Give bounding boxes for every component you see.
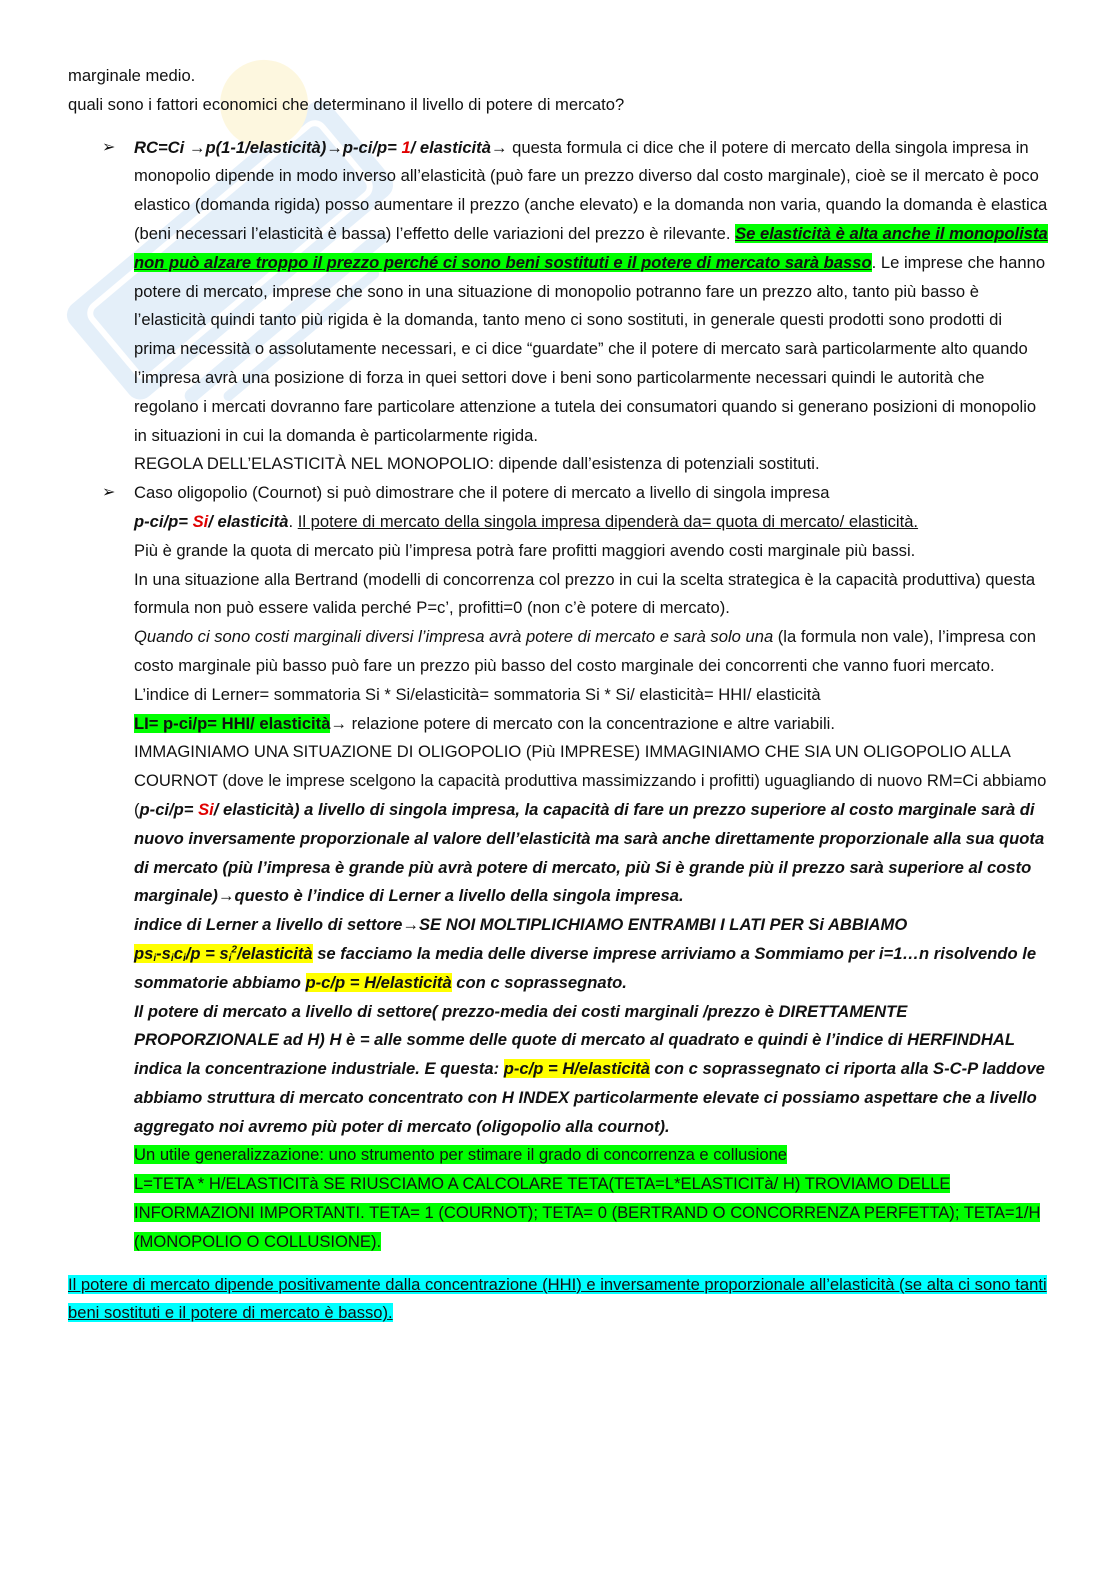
formula-elasticita: / elasticità: [410, 137, 491, 157]
formula-si: Si: [192, 511, 209, 531]
settore-caps: SE NOI MOLTIPLICHIAMO ENTRAMBI I LATI PER Si ABBIAMO: [418, 915, 908, 935]
settore-para-text: Il potere di mercato a livello di settore( prezzo-media dei costi marginali /prezzo è DIRETTAMENTE PROPORZIONALE ad H) H è = alle somme delle quote di mercato al quadrato e quindi è l’indice di HERFINDHAL indica la concentrazione industriale. E questa:: [134, 1001, 1015, 1079]
teta-block: [134, 1141, 1048, 1256]
costi-plain: (la formula non vale), l’impresa con costo marginale più basso può fare un prezzo più basso del costo marginale dei concorrenti che vanno fuori mercato.: [134, 627, 1037, 675]
bullet-monopolio: [68, 134, 1048, 480]
formula-sep: .: [288, 511, 298, 531]
oligo-bold-text-2: questo è l’indice di Lerner a livello della singola impresa.: [234, 886, 684, 906]
teta-text: L=TETA * H/ELASTICITà SE RIUSCIAMO A CALCOLARE TETA(TETA=L*ELASTICITà/ H) TROVIAMO DELLE INFORMAZIONI IMPORTANTI. TETA= 1 (COURNOT); TETA= 0 (BERTRAND O CONCORRENZA PERFETTA); TETA=1/H (MONOPOLIO O COLLUSIONE).: [134, 1174, 1041, 1251]
document-body: [68, 62, 1048, 1328]
formula-part: /elasticità: [236, 943, 313, 963]
formula-sup: 2: [231, 944, 237, 956]
oligo-bold-text: / elasticità) a livello di singola impresa, la capacità di fare un prezzo superiore al costo marginale sarà di nuovo inversamente proporzionale al valore dell’elasticità ma sarà anche direttamente proporzionale alla sua quota di mercato (più l’impresa è grande più avrà potere di mercato, più Si è grande più il prezzo sarà superiore al costo marginale): [134, 799, 1045, 906]
settore-paragraph: [134, 911, 1048, 997]
bertrand-text: In una situazione alla Bertrand (modelli di concorrenza col prezzo in cui la scelta strategica è la capacità produttiva) questa formula non può essere valida perché P=c’, profitti=0 (non c’è potere di mercato).: [134, 569, 1036, 618]
formula-p: p(1-1/elasticità): [205, 137, 327, 157]
intro-line-1: marginale medio.: [68, 66, 196, 85]
oligopolio-intro: Caso oligopolio (Cournot) si può dimostrare che il potere di mercato a livello di singola impresa: [134, 483, 830, 503]
conclusion-text: Il potere di mercato dipende positivamente dalla concentrazione (HHI) e inversamente proporzionale all’elasticità (se alta ci sono tanti beni sostituti e il potere di mercato è basso).: [68, 1274, 1047, 1323]
li-formula: LI= p-ci/p= HHI/ elasticità: [134, 713, 331, 733]
formula-part: -s: [156, 943, 171, 963]
formula-sub: i: [228, 952, 232, 964]
monopolio-paragraph: [134, 134, 1048, 451]
formula-lerner-mono: p-ci/p=: [342, 137, 402, 157]
costi-text: [134, 623, 1048, 681]
formula-sub: i: [170, 952, 174, 964]
arrow-icon: →: [330, 713, 348, 733]
arrow-icon: →: [326, 137, 343, 157]
generalizzazione-text: Un utile generalizzazione: uno strumento per stimare il grado di concorrenza e collusione: [134, 1145, 788, 1165]
formula-elast: / elasticità: [208, 511, 289, 531]
monopolio-text-2: . Le imprese che hanno potere di mercato, imprese che sono in una situazione di monopolio potranno fare un prezzo alto, tanto più basso è l’elasticità quindi tanto più rigida è la domanda, tanto meno ci sono sostituti, in generale questi prodotti sono prodotti di prima necessità o assolutamente necessari, e ci dice “guardate” che il potere di mercato sarà particolarmente alto quando l’impresa avrà una posizione di forza in quei settori dove i beni sono particolarmente necessari quindi le autorità che regolano i mercati dovranno fare particolare attenzione a tutela dei consumatori quando si generano posizioni di monopolio in situazioni in cui la domanda è particolarmente rigida.: [134, 252, 1046, 445]
formula-sub: i: [153, 952, 157, 964]
hl-pc-formula-2: p-c/p = H/elasticità: [503, 1059, 650, 1079]
oligo-caps: IMMAGINIAMO UNA SITUAZIONE DI OLIGOPOLIO (Più IMPRESE) IMMAGINIAMO CHE SIA UN OLIGOPOLIO ALLA COURNOT (dove le imprese scelgono la capacità produttiva massimizzando i profitti) uguagliando di nuovo RM=Ci abbiamo (: [134, 742, 1047, 819]
formula-part: c: [173, 943, 183, 963]
formula-one: 1: [401, 137, 411, 157]
oligo-formula: p-ci/p=: [139, 799, 199, 819]
formula-sub: i: [182, 952, 186, 964]
settore-conclusion: [134, 998, 1048, 1142]
media-text: se facciamo la media delle diverse imprese arriviamo a Sommiamo per i=1…n risolvendo le sommatorie abbiamo: [134, 943, 1037, 992]
formula-part: ps: [134, 943, 154, 963]
bullet-arrow-icon: ➢: [102, 484, 116, 502]
oligo-cournot-paragraph: [134, 738, 1048, 911]
li-text: relazione potere di mercato con la concentrazione e altre variabili.: [347, 713, 835, 733]
lerner-line: L’indice di Lerner= sommatoria Si * Si/elasticità= sommatoria Si * Si/ elasticità= HHI/ elasticità: [134, 684, 821, 704]
settore-formula: [134, 944, 313, 963]
arrow-icon: →: [188, 137, 206, 157]
formula-rc: RC=Ci: [134, 137, 189, 157]
arrow-icon: →: [402, 915, 419, 935]
bullet-oligopolio: [68, 479, 1048, 1257]
monopolio-text-1: questa formula ci dice che il potere di mercato della singola impresa in monopolio dipende in modo inverso all’elasticità (può fare un prezzo diverso dal costo marginale), cioè se il mercato è poco elastico (domanda rigida) posso aumentare il prezzo (anche elevato) e la domanda non varia, quando la domanda è elastica (beni necessari l’elasticità è bassa) l’effetto delle variazioni del prezzo è rilevante.: [134, 137, 1048, 243]
con-c-text: con c soprassegnato.: [451, 972, 627, 992]
bullet-arrow-icon: ➢: [102, 138, 116, 156]
arrow-icon: →: [217, 886, 235, 906]
settore-end-text: con c soprassegnato ci riporta alla S-C-P laddove abbiamo struttura di mercato concentrato con H INDEX particolarmente elevate ci possiamo aspettare che a livello aggregato noi avremo più poter di mercato (oligopolio alla cournot).: [134, 1059, 1045, 1136]
li-line: [134, 710, 1048, 739]
conclusion: [68, 1271, 1048, 1329]
intro-line-2: quali sono i fattori economici che determinano il livello di potere di mercato?: [68, 94, 625, 114]
quota-text: Più è grande la quota di mercato più l’impresa potrà fare profitti maggiori avendo costi marginale più bassi.: [134, 540, 916, 560]
hl-pc-formula: p-c/p = H/elasticità: [305, 972, 452, 992]
regola-elasticita: REGOLA DELL’ELASTICITÀ NEL MONOPOLIO: dipende dall’esistenza di potenziali sostituti.: [134, 454, 820, 474]
oligo-si: Si: [198, 799, 214, 819]
monopolio-highlight: Se elasticità è alta anche il monopolista non può alzare troppo il prezzo perché ci sono beni sostituti e il potere di mercato sarà basso: [134, 223, 1048, 272]
formula-pci: p-ci/p=: [134, 511, 193, 531]
oligopolio-formula-line: [134, 508, 1048, 537]
arrow-icon: →: [490, 137, 508, 157]
costi-italic: Quando ci sono costi marginali diversi l’impresa avrà potere di mercato e sarà solo una: [134, 627, 774, 647]
settore-title: indice di Lerner a livello di settore: [134, 915, 403, 935]
formula-part: /p = s: [185, 943, 229, 963]
oligopolio-underlined: Il potere di mercato della singola impresa dipenderà da= quota di mercato/ elasticità.: [297, 511, 919, 531]
